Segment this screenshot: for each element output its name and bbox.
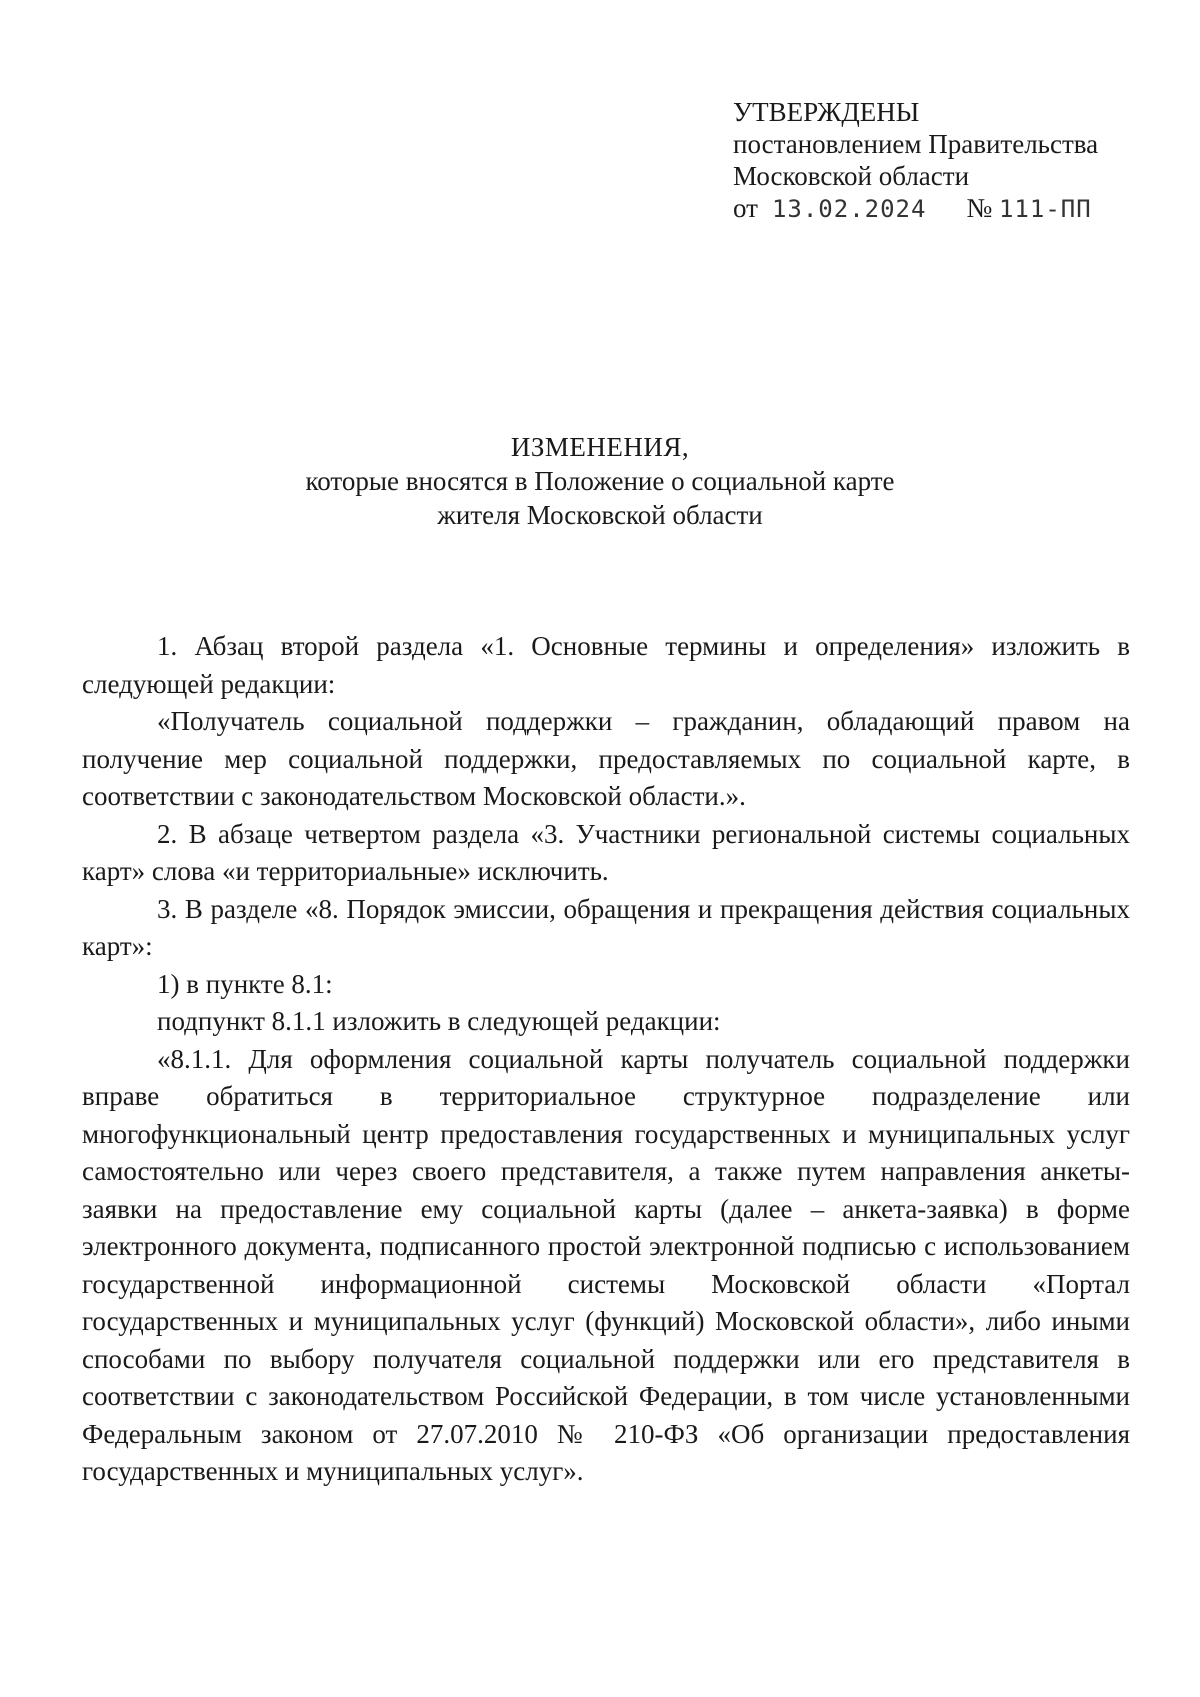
- document-body: [82, 628, 1130, 1491]
- paragraph: 3. В разделе «8. Порядок эмиссии, обращения и прекращения действия социальных карт»:: [82, 893, 1130, 961]
- paragraph: «Получатель социальной поддержки – гражданин, обладающий правом на получение мер социальной поддержки, предоставляемых по социальной карте, в соответствии с законодательством Московской области.».: [82, 706, 1130, 811]
- document-title: [0, 430, 1200, 532]
- approval-region: Московской области: [733, 161, 970, 191]
- paragraph: подпункт 8.1.1 изложить в следующей редакции:: [157, 1006, 721, 1036]
- approval-date-line: [733, 192, 1098, 225]
- title-subtitle-line2: жителя Московской области: [437, 500, 763, 530]
- paragraph: «8.1.1. Для оформления социальной карты получатель социальной поддержки вправе обратиться в территориальное структурное подразделение или многофункциональный центр предоставления государственных и муниципальных услуг самостоятельно или через своего представителя, а также путем направления анкеты-заявки на предоставление ему социальной карты (далее – анкета-заявка) в форме электронного документа, подписанного простой электронной подписью с использованием государственной информационной системы Московской области «Портал государственных и муниципальных услуг (функций) Московской области», либо иными способами по выбору получателя социальной поддержки или его представителя в соответствии с законодательством Российской Федерации, в том числе установленными Федеральным законом от 27.07.2010 № 210-ФЗ «Об организации предоставления государственных и муниципальных услуг».: [82, 1043, 1130, 1486]
- approval-date: 13.02.2024: [771, 195, 927, 223]
- title-heading: ИЗМЕНЕНИЯ,: [510, 432, 690, 462]
- paragraph: 1. Абзац второй раздела «1. Основные термины и определения» изложить в следующей редакции:: [82, 631, 1130, 699]
- approval-title: УТВЕРЖДЕНЫ: [733, 97, 920, 127]
- title-subtitle-line1: которые вносятся в Положение о социальной карте: [305, 466, 895, 496]
- approval-stamp: [733, 96, 1098, 225]
- number-prefix: №: [966, 193, 993, 223]
- date-prefix: от: [733, 193, 758, 223]
- paragraph: 2. В абзаце четвертом раздела «3. Участники региональной системы социальных карт» слова «и территориальные» исключить.: [82, 818, 1130, 886]
- paragraph: 1) в пункте 8.1:: [157, 968, 333, 999]
- approval-authority: постановлением Правительства: [733, 129, 1099, 159]
- approval-number: 111-ПП: [998, 195, 1092, 223]
